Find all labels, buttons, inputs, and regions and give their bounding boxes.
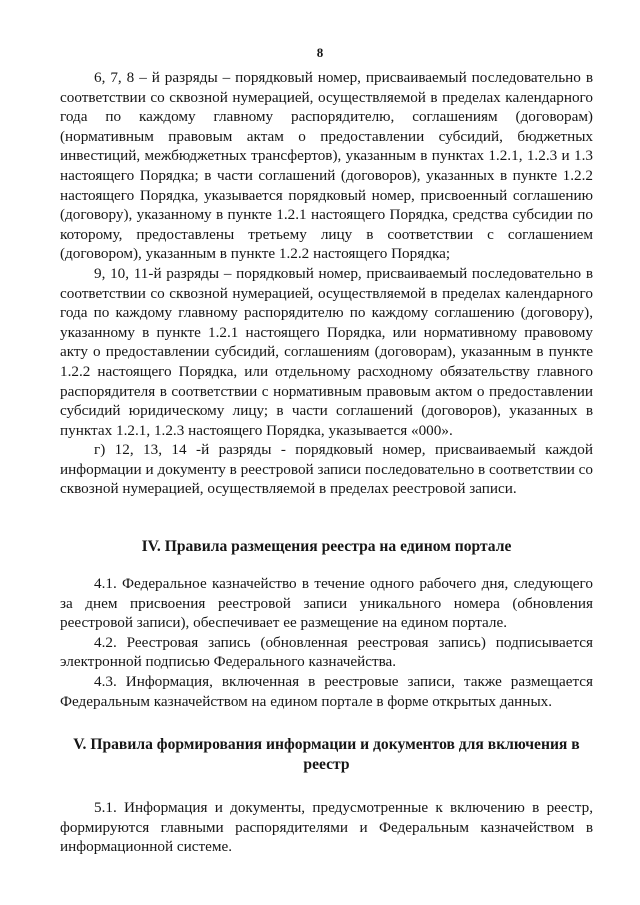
section-5-heading: V. Правила формирования информации и документов для включения в реестр <box>73 736 580 774</box>
paragraph-digits-12-14: г) 12, 13, 14 -й разряды - порядковый номер, присваиваемый каждой информации и документу в реестровой записи последовательно в соответствии со сквозной нумерацией, осуществляемой в пределах реестровой записи. <box>60 441 593 498</box>
paragraph-4-2: 4.2. Реестровая запись (обновленная реестровая запись) подписывается электронной подписью Федерального казначейства. <box>60 633 593 671</box>
paragraph-digits-9-11: 9, 10, 11-й разряды – порядковый номер, присваиваемый последовательно в соответствии со сквозной нумерацией, осуществляемой в пределах календарного года по каждому главному распорядителю по каждому соглашению (договору), указанному в пункте 1.2.1 настоящего Порядка, или нормативному правовому акту о предоставлении субсидий, соглашениям (договорам), указанным в пункте 1.2.2 настоящего Порядка, или отдельному расходному обязательству главного распорядителя в соответствии с нормативным правовым актом о предоставлении субсидий юридическому лицу; в части соглашений (договоров), указанных в пунктах 1.2.1, 1.2.3 настоящего Порядка, указывается «000». <box>60 264 593 439</box>
page-content <box>60 68 593 857</box>
section-4-heading: IV. Правила размещения реестра на едином портале <box>141 538 512 556</box>
paragraph-4-1: 4.1. Федеральное казначейство в течение одного рабочего дня, следующего за днем присвоения реестровой записи уникального номера (обновления реестровой записи), обеспечивает ее размещение на едином портале. <box>60 575 593 632</box>
paragraph-digits-6-8: 6, 7, 8 – й разряды – порядковый номер, присваиваемый последовательно в соответствии со сквозной нумерацией, осуществляемой в пределах календарного года по каждому главному распорядителю, соглашениям (договорам) (нормативным правовым актам о предоставлении субсидий, бюджетных инвестиций, межбюджетных трансфертов), указанным в пунктах 1.2.1, 1.2.3 и 1.3 настоящего Порядка; в части соглашений (договоров), указанных в пункте 1.2.2 настоящего Порядка, указывается порядковый номер, присвоенный соглашению (договору), указанному в пункте 1.2.1 настоящего Порядка, средства субсидии по которому, предоставлены третьему лицу в соответствии с соглашением (договором), указанным в пункте 1.2.2 настоящего Порядка; <box>60 69 593 263</box>
paragraph-4-3: 4.3. Информация, включенная в реестровые записи, также размещается Федеральным казначейством на едином портале в форме открытых данных. <box>60 673 593 710</box>
paragraph-5-1: 5.1. Информация и документы, предусмотренные к включению в реестр, формируются главными распорядителями и Федеральным казначейством в информационной системе. <box>60 799 593 856</box>
page-number: 8 <box>316 45 324 60</box>
